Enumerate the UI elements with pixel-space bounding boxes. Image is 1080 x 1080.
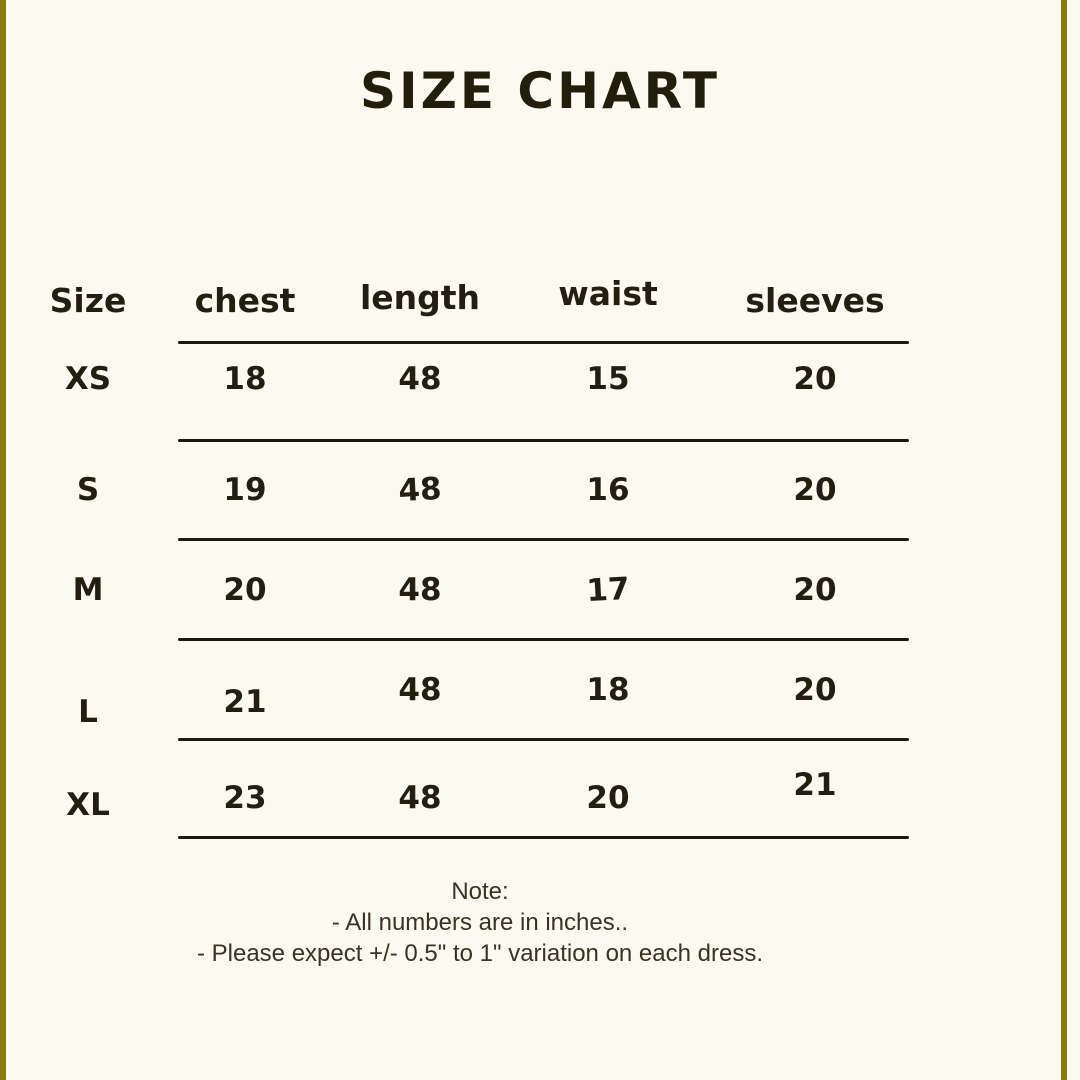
table-row-xs — [20, 343, 920, 441]
note-line-units: - All numbers are in inches.. — [331, 909, 629, 936]
length-value: 48 — [397, 470, 443, 510]
chest-value: 18 — [223, 360, 267, 397]
table-row-xl — [20, 740, 920, 838]
sleeves-value: 20 — [793, 571, 837, 608]
chest-value: 23 — [223, 779, 267, 816]
row-divider-line — [178, 836, 909, 839]
chest-value: 21 — [223, 683, 267, 720]
length-value: 48 — [398, 779, 442, 816]
table-row-l — [20, 640, 920, 740]
size-label: L — [78, 693, 98, 730]
column-header-size: Size — [49, 281, 127, 320]
note-block — [0, 876, 960, 969]
note-heading: Note: — [451, 878, 509, 905]
note-line-variation: - Please expect +/- 0.5" to 1" variation on each dress. — [196, 940, 763, 967]
table-row-m — [20, 540, 920, 640]
sleeves-value: 20 — [793, 472, 837, 508]
column-header-chest: chest — [194, 281, 296, 320]
column-header-length: length — [359, 278, 481, 317]
size-label: S — [76, 472, 100, 508]
waist-value: 15 — [586, 360, 630, 397]
sleeves-value: 20 — [793, 360, 837, 397]
table-header-row — [20, 258, 920, 343]
column-header-sleeves: sleeves — [745, 281, 885, 320]
page-title: SIZE CHART — [359, 62, 721, 120]
size-label: XL — [66, 786, 110, 823]
length-value: 48 — [398, 571, 442, 608]
waist-value: 20 — [586, 779, 630, 816]
length-value: 48 — [398, 360, 442, 397]
column-header-waist: waist — [558, 274, 658, 313]
sleeves-value: 20 — [793, 671, 837, 708]
size-label: XS — [64, 360, 112, 397]
table-row-s — [20, 441, 920, 540]
waist-value: 17 — [585, 570, 631, 609]
right-border-stripe — [1061, 0, 1067, 1080]
sleeves-value: 21 — [793, 766, 837, 803]
waist-value: 18 — [586, 671, 630, 708]
length-value: 48 — [398, 671, 442, 708]
chest-value: 19 — [223, 472, 267, 508]
waist-value: 16 — [586, 472, 630, 508]
size-table — [20, 258, 920, 838]
chest-value: 20 — [223, 571, 267, 608]
size-label: M — [72, 571, 104, 608]
